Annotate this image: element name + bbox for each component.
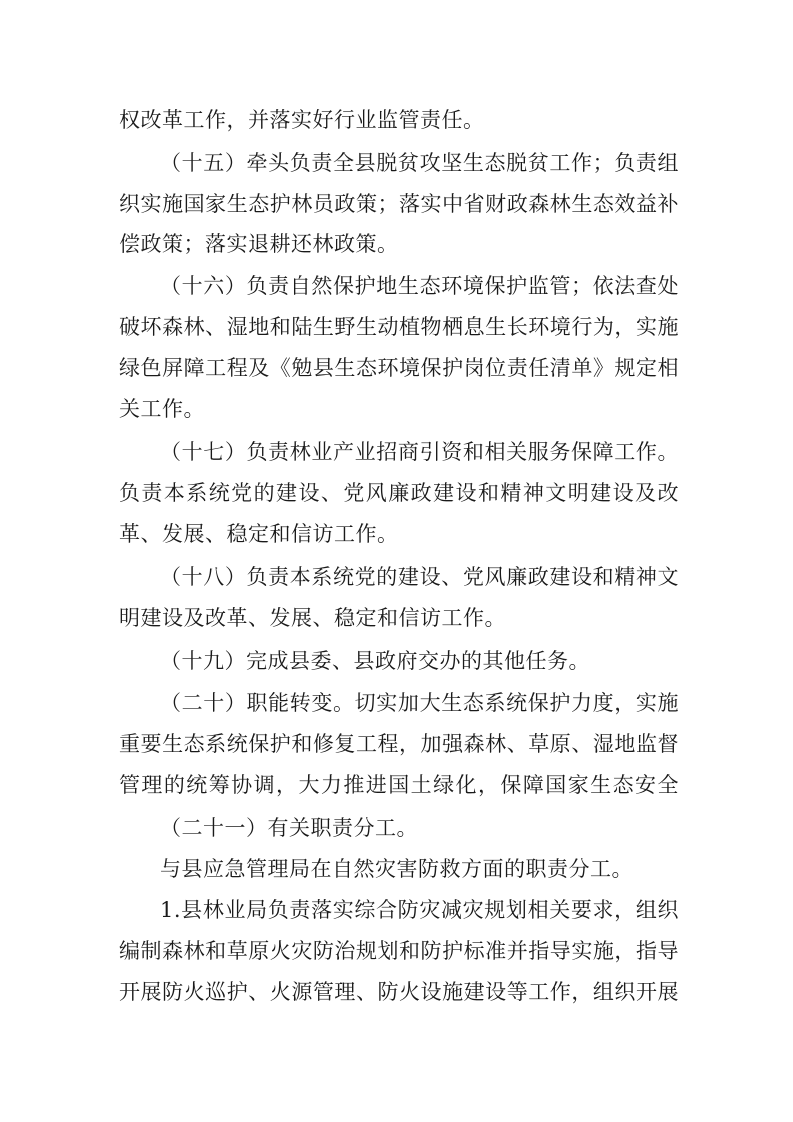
text-line: 开展防火巡护、火源管理、防火设施建设等工作，组织开展 xyxy=(119,980,679,1004)
text-line: 1.县林业局负责落实综合防灾减灾规划相关要求，组织 xyxy=(160,898,679,922)
text-line: （十五）牵头负责全县脱贫攻坚生态脱贫工作；负责组 xyxy=(160,151,679,175)
text-line: 偿政策；落实退耕还林政策。 xyxy=(119,232,399,256)
text-line: （十七）负责林业产业招商引资和相关服务保障工作。 xyxy=(160,440,679,464)
text-line: （二十一）有关职责分工。 xyxy=(160,816,418,840)
text-line: （十九）完成县委、县政府交办的其他任务。 xyxy=(160,649,590,673)
text-line: 明建设及改革、发展、稳定和信访工作。 xyxy=(119,606,506,630)
text-line: 权改革工作，并落实好行业监管责任。 xyxy=(119,108,485,132)
text-line: （二十）职能转变。切实加大生态系统保护力度，实施 xyxy=(160,691,679,715)
text-line: 革、发展、稳定和信访工作。 xyxy=(119,522,399,546)
text-line: 织实施国家生态护林员政策；落实中省财政森林生态效益补 xyxy=(119,192,679,216)
text-line: 管理的统筹协调，大力推进国土绿化，保障国家生态安全 xyxy=(119,773,679,797)
text-line: 绿色屏障工程及《勉县生态环境保护岗位责任清单》规定相 xyxy=(119,356,679,380)
text-line: 关工作。 xyxy=(119,397,205,421)
text-line: 破坏森林、湿地和陆生野生动植物栖息生长环境行为，实施 xyxy=(119,315,679,339)
text-line: 与县应急管理局在自然灾害防救方面的职责分工。 xyxy=(160,857,633,881)
text-line: （十六）负责自然保护地生态环境保护监管；依法查处 xyxy=(160,274,679,298)
text-line: （十八）负责本系统党的建设、党风廉政建设和精神文 xyxy=(160,565,679,589)
text-line: 编制森林和草原火灾防治规划和防护标准并指导实施，指导 xyxy=(119,939,679,963)
text-line: 重要生态系统保护和修复工程，加强森林、草原、湿地监督 xyxy=(119,732,679,756)
text-line: 负责本系统党的建设、党风廉政建设和精神文明建设及改 xyxy=(119,481,679,505)
